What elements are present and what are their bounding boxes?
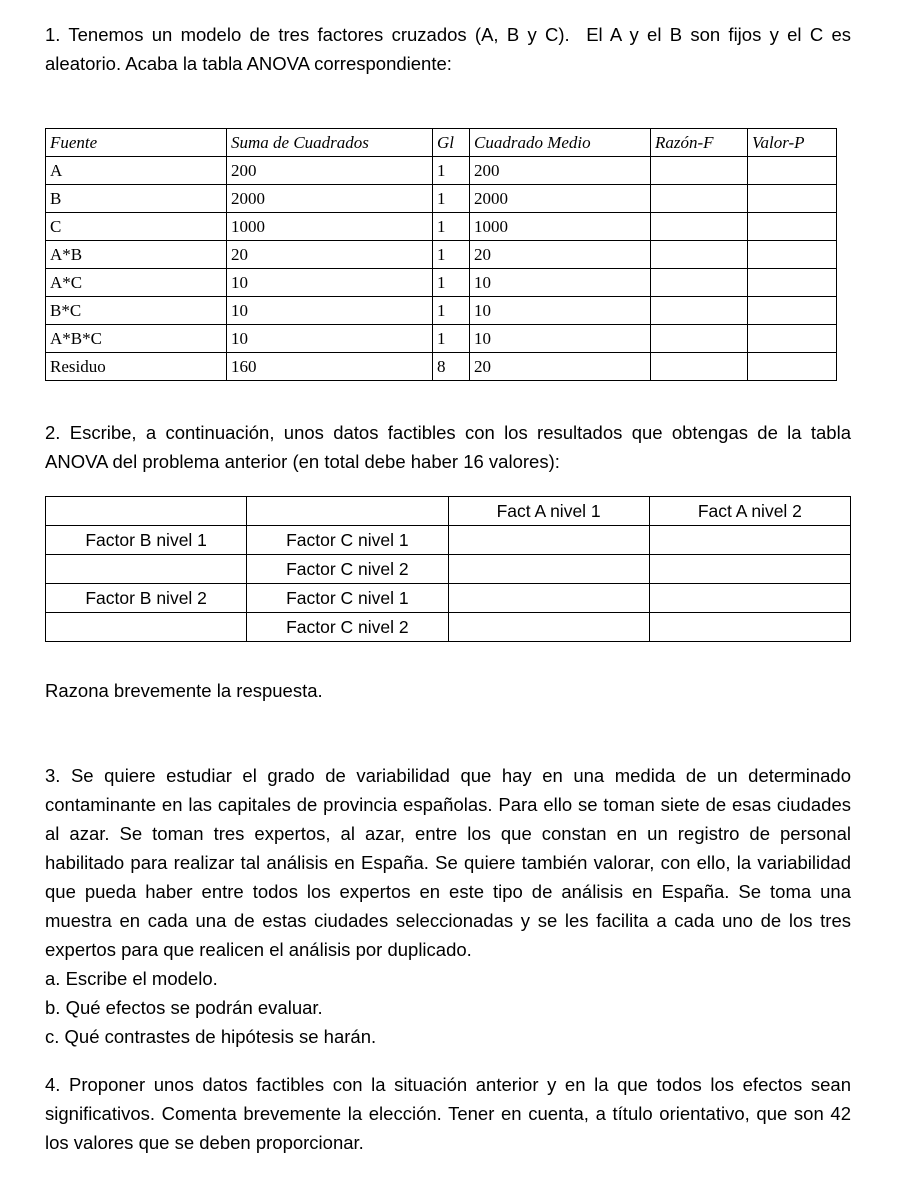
data-entry-table [45, 496, 851, 642]
instruction-razona-text: Razona brevemente la respuesta. [45, 680, 323, 701]
question-1-text: 1. Tenemos un modelo de tres factores cruzados (A, B y C). El A y el B son fijos y el C es aleatorio. Acaba la tabla ANOVA correspondiente: [45, 24, 851, 74]
data-cell: 1 [433, 241, 470, 269]
column-header: Gl [433, 129, 470, 157]
data-cell: 200 [227, 157, 433, 185]
table-row [46, 325, 837, 353]
data-cell: 1000 [470, 213, 651, 241]
empty-fill-cell[interactable] [651, 213, 748, 241]
header-row [46, 497, 851, 526]
data-cell: 8 [433, 353, 470, 381]
data-cell: 2000 [470, 185, 651, 213]
subitem-a: a. Escribe el modelo. [45, 968, 218, 989]
data-cell: A*B [46, 241, 227, 269]
question-4-text: 4. Proponer unos datos factibles con la situación anterior y en la que todos los efectos sean significativos. Comenta brevemente la elección. Tener en cuenta, a título orientativo, que son 42 los valores que se deben proporcionar. [45, 1074, 851, 1153]
column-header: Suma de Cuadrados [227, 129, 433, 157]
empty-fill-cell[interactable] [748, 241, 837, 269]
table-row [46, 185, 837, 213]
empty-fill-cell[interactable] [649, 526, 850, 555]
data-cell: 10 [470, 297, 651, 325]
empty-fill-cell[interactable] [649, 584, 850, 613]
empty-fill-cell[interactable] [46, 613, 247, 642]
table-row [46, 613, 851, 642]
data-cell: B [46, 185, 227, 213]
data-cell: 10 [227, 297, 433, 325]
empty-fill-cell[interactable] [649, 555, 850, 584]
table-row [46, 555, 851, 584]
data-cell: 1 [433, 157, 470, 185]
table-row [46, 241, 837, 269]
data-cell: 10 [470, 269, 651, 297]
empty-fill-cell[interactable] [748, 157, 837, 185]
data-cell: 20 [470, 241, 651, 269]
data-cell: B*C [46, 297, 227, 325]
column-header: Razón-F [651, 129, 748, 157]
empty-fill-cell[interactable] [651, 185, 748, 213]
data-cell: 1 [433, 185, 470, 213]
data-cell: 10 [227, 325, 433, 353]
data-cell: A [46, 157, 227, 185]
empty-fill-cell[interactable] [651, 241, 748, 269]
table-row [46, 157, 837, 185]
data-cell: 1 [433, 213, 470, 241]
empty-fill-cell[interactable] [651, 353, 748, 381]
empty-fill-cell[interactable] [46, 555, 247, 584]
empty-fill-cell[interactable] [448, 555, 649, 584]
blank-header-cell [247, 497, 448, 526]
empty-fill-cell[interactable] [748, 213, 837, 241]
column-header: Fact A nivel 2 [649, 497, 850, 526]
empty-fill-cell[interactable] [748, 269, 837, 297]
table-row [46, 213, 837, 241]
data-cell: A*C [46, 269, 227, 297]
data-cell: 20 [227, 241, 433, 269]
empty-fill-cell[interactable] [748, 297, 837, 325]
question-2-text: 2. Escribe, a continuación, unos datos factibles con los resultados que obtengas de la tabla ANOVA del problema anterior (en total debe haber 16 valores): [45, 422, 851, 472]
data-cell: A*B*C [46, 325, 227, 353]
data-cell: 200 [470, 157, 651, 185]
data-cell: 1 [433, 297, 470, 325]
question-3-subitems [45, 964, 851, 1051]
column-header: Fuente [46, 129, 227, 157]
data-cell: 1000 [227, 213, 433, 241]
header-row [46, 129, 837, 157]
empty-fill-cell[interactable] [448, 584, 649, 613]
data-cell: 1 [433, 269, 470, 297]
data-cell: 2000 [227, 185, 433, 213]
subitem-c: c. Qué contrastes de hipótesis se harán. [45, 1026, 377, 1047]
table-row [46, 526, 851, 555]
empty-fill-cell[interactable] [651, 325, 748, 353]
blank-header-cell [46, 497, 247, 526]
empty-fill-cell[interactable] [748, 185, 837, 213]
data-cell: Factor B nivel 2 [46, 584, 247, 613]
subitem-b: b. Qué efectos se podrán evaluar. [45, 997, 323, 1018]
data-cell: Factor C nivel 1 [247, 526, 448, 555]
data-cell: Factor C nivel 2 [247, 555, 448, 584]
column-header: Valor-P [748, 129, 837, 157]
data-cell: Residuo [46, 353, 227, 381]
empty-fill-cell[interactable] [748, 353, 837, 381]
data-cell: 20 [470, 353, 651, 381]
column-header: Cuadrado Medio [470, 129, 651, 157]
data-cell: Factor C nivel 2 [247, 613, 448, 642]
empty-fill-cell[interactable] [448, 526, 649, 555]
empty-fill-cell[interactable] [649, 613, 850, 642]
empty-fill-cell[interactable] [748, 325, 837, 353]
empty-fill-cell[interactable] [448, 613, 649, 642]
column-header: Fact A nivel 1 [448, 497, 649, 526]
empty-fill-cell[interactable] [651, 297, 748, 325]
data-cell: Factor B nivel 1 [46, 526, 247, 555]
table-row [46, 584, 851, 613]
anova-table [45, 128, 837, 381]
data-cell: 160 [227, 353, 433, 381]
data-cell: Factor C nivel 1 [247, 584, 448, 613]
empty-fill-cell[interactable] [651, 269, 748, 297]
data-cell: 10 [227, 269, 433, 297]
table-row [46, 269, 837, 297]
table-row [46, 297, 837, 325]
table-row [46, 353, 837, 381]
empty-fill-cell[interactable] [651, 157, 748, 185]
question-3-text: 3. Se quiere estudiar el grado de variabilidad que hay en una medida de un determinado contaminante en las capitales de provincia españolas. Para ello se toman siete de esas ciudades al azar. Se toman tres expertos, al azar, entre los que constan en un registro de personal habilitado para realizar tal análisis en España. Se quiere también valorar, con ello, la variabilidad que pueda haber entre todos los expertos en este tipo de análisis en España. Se toma una muestra en cada una de estas ciudades seleccionadas y se les facilita a cada uno de los tres expertos para que realicen el análisis por duplicado. [45, 765, 851, 960]
data-cell: C [46, 213, 227, 241]
data-cell: 10 [470, 325, 651, 353]
data-cell: 1 [433, 325, 470, 353]
